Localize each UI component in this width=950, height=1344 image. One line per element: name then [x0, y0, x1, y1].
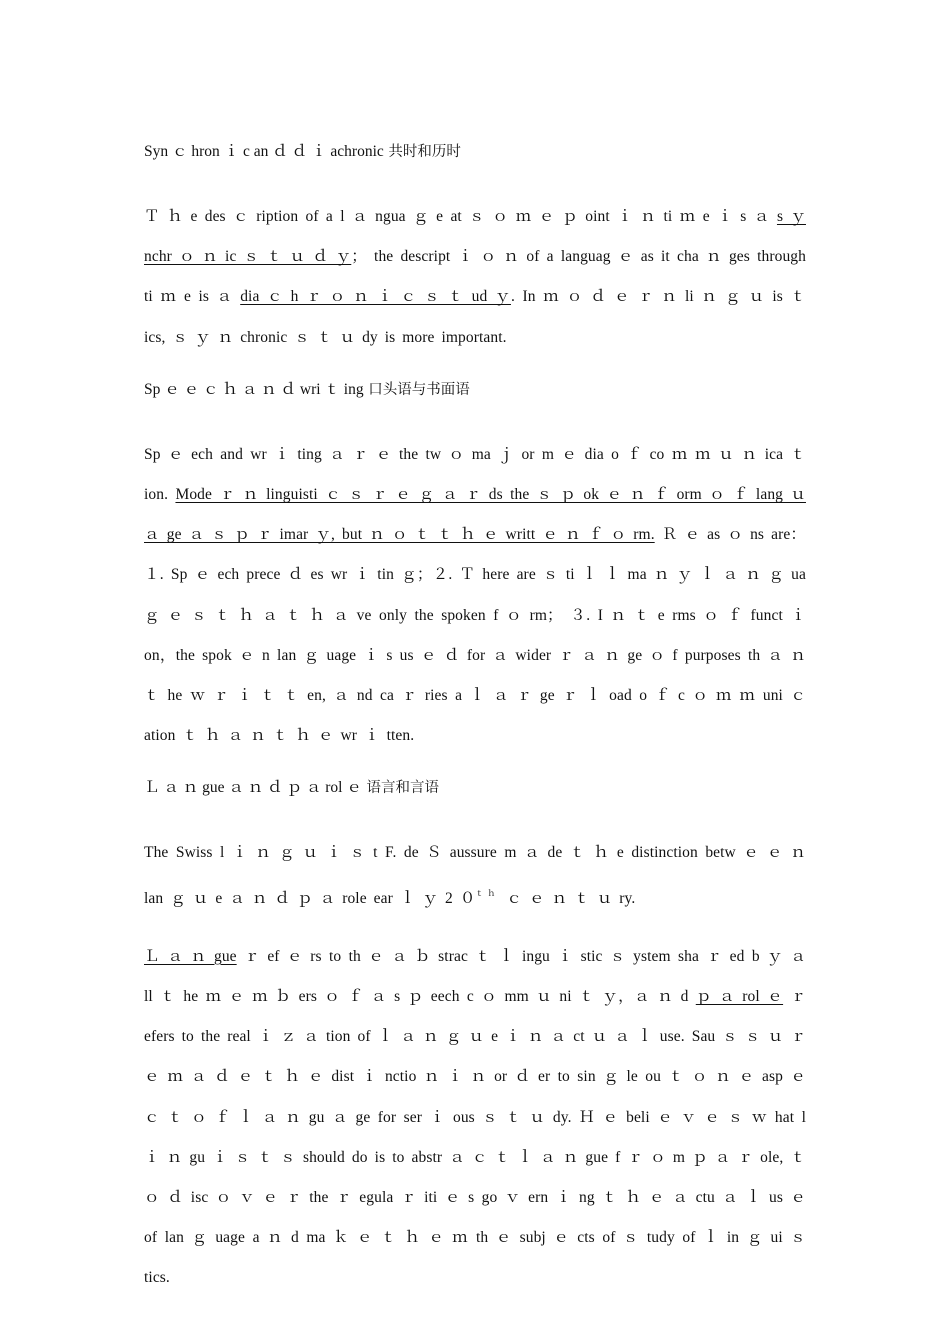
- paragraph-speech-writing: Sp ｅ ech and wr ｉ ting ａ ｒ ｅ the tw ｏ ma ｊ or m ｅ dia o ｆ co ｍ ｍ ｕ ｎ ica ｔ ion. Mode ｒ ｎ linguisti ｃ ｓ ｒ ｅ ｇ ａ ｒ ds the ｓ ｐ ok ｅ ｎ ｆ orm ｏ ｆ lang ｕ ａ ge ａ ｓ ｐ ｒ imar ｙ, but ｎ ｏ ｔ ｔ ｈ ｅ writt ｅ ｎ ｆ ｏ rm. Ｒ ｅ as ｏ ns are：１. Sp ｅ ech prece ｄ es wr ｉ tin ｇ；２. Ｔ here are ｓ ti ｌ ｌ ma ｎ ｙ ｌ ａ ｎ ｇ ua ｇ ｅ ｓ ｔ ｈ ａ ｔ ｈ ａ ve only the spoken f ｏ rm； ３. I ｎ ｔ e rms ｏ ｆ funct ｉ on，the spok ｅ n lan ｇ uage ｉ s us ｅ ｄ for ａ wider ｒ ａ ｎ ge ｏ f purposes th ａ ｎ ｔ he ｗ ｒ ｉ ｔ ｔ en, ａ nd ca ｒ ries a ｌ ａ ｒ ge ｒ ｌ oad o ｆ c ｏ ｍ ｍ uni ｃ ation ｔ ｈ ａ ｎ ｔ ｈ ｅ wr ｉ tten.: [144, 445, 806, 745]
- section-heading-synchronic-diachronic: Syn ｃ hron ｉ c an ｄ ｄ ｉ achronic 共时和历时: [144, 143, 461, 160]
- paragraph-synchronic-diachronic: Ｔ ｈ e des ｃ ription of a l ａ ngua ｇ e at ｓ ｏ ｍ ｅ ｐ oint ｉ ｎ ti ｍ e ｉ s ａ s ｙ nchr ｏ ｎ ic ｓ ｔ ｕ ｄ ｙ； the descript ｉ ｏ ｎ of a languag ｅ as it cha ｎ ges through ti ｍ e is ａ dia ｃ h ｒ ｏ ｎ ｉ ｃ ｓ ｔ ud ｙ. In ｍ ｏ ｄ ｅ ｒ ｎ li ｎ ｇ ｕ is ｔ ics, ｓ ｙ ｎ chronic ｓ ｔ ｕ dy is more important.: [144, 208, 806, 346]
- document-page: [144, 138, 806, 1317]
- term-parole: ｐ ａ rol ｅ: [695, 988, 784, 1006]
- paragraph-saussure-distinction: The Swiss l ｉ ｎ ｇ ｕ ｉ ｓ t F. de Ｓ aussure m ａ de ｔ ｈ e distinction betw ｅ ｅ ｎ lan ｇ ｕ e ａ ｎ ｄ ｐ ａ role ear ｌ ｙ 2 $0^{th}$ ｃ ｅ ｎ ｔ ｕ ry.: [144, 844, 806, 907]
- paragraph-langue-parole-definition: Ｌ ａ ｎ gue ｒ ef ｅ rs to th ｅ ａ ｂ strac ｔ ｌ ingu ｉ stic ｓ ystem sha ｒ ed b ｙ ａ ll ｔ he ｍ ｅ ｍ ｂ ers ｏ ｆ ａ s ｐ eech c ｏ mm ｕ ni ｔ ｙ，ａ ｎ d ｐ ａ rol ｅ ｒ efers to the real ｉ ｚ ａ tion of ｌ ａ ｎ ｇ ｕ e ｉ ｎ ａ ct ｕ ａ ｌ use. Sau ｓ ｓ ｕ ｒ ｅ ｍ ａ ｄ ｅ ｔ ｈ ｅ dist ｉ nctio ｎ ｉ ｎ or ｄ er to sin ｇ le ou ｔ ｏ ｎ ｅ asp ｅ ｃ ｔ ｏ ｆ ｌ ａ ｎ gu ａ ge for ser ｉ ous ｓ ｔ ｕ dy. Ｈ ｅ beli ｅ ｖ ｅ ｓ ｗ hat l ｉ ｎ gu ｉ ｓ ｔ ｓ should do is to abstr ａ ｃ ｔ ｌ ａ ｎ gue f ｒ ｏ m ｐ ａ ｒ ole, ｔ ｏ ｄ isc ｏ ｖ ｅ ｒ the ｒ egula ｒ iti ｅ s go ｖ ern ｉ ng ｔ ｈ ｅ ａ ctu ａ ｌ us ｅ of lan ｇ uage a ｎ d ma ｋ ｅ ｔ ｈ ｅ ｍ th ｅ subj ｅ cts of ｓ tudy of ｌ in ｇ ui ｓ tics.: [144, 947, 806, 1287]
- term-diachronic-study: dia ｃ h ｒ ｏ ｎ ｉ ｃ ｓ ｔ ud ｙ: [240, 288, 511, 306]
- statement-spoken-form-primary: Mode ｒ ｎ linguisti ｃ ｓ ｒ ｅ ｇ ａ ｒ ds the ｓ ｐ ok ｅ ｎ ｆ orm ｏ ｆ lang ｕ ａ ge ａ ｓ ｐ ｒ imar ｙ, but ｎ ｏ ｔ ｔ ｈ ｅ writt ｅ ｎ ｆ ｏ rm.: [144, 486, 806, 544]
- section-heading-langue-parole: Ｌ ａ ｎ gue ａ ｎ ｄ ｐ ａ rol ｅ 语言和言语: [144, 779, 439, 797]
- section-heading-speech-writing: Sp ｅ ｅ ｃ ｈ ａ ｎ ｄ wri ｔ ing 口头语与书面语: [144, 380, 470, 398]
- term-langue: Ｌ ａ ｎ gue: [144, 947, 237, 965]
- term-synchronic-study: s ｙ nchr ｏ ｎ ic ｓ ｔ ｕ ｄ ｙ: [144, 208, 806, 266]
